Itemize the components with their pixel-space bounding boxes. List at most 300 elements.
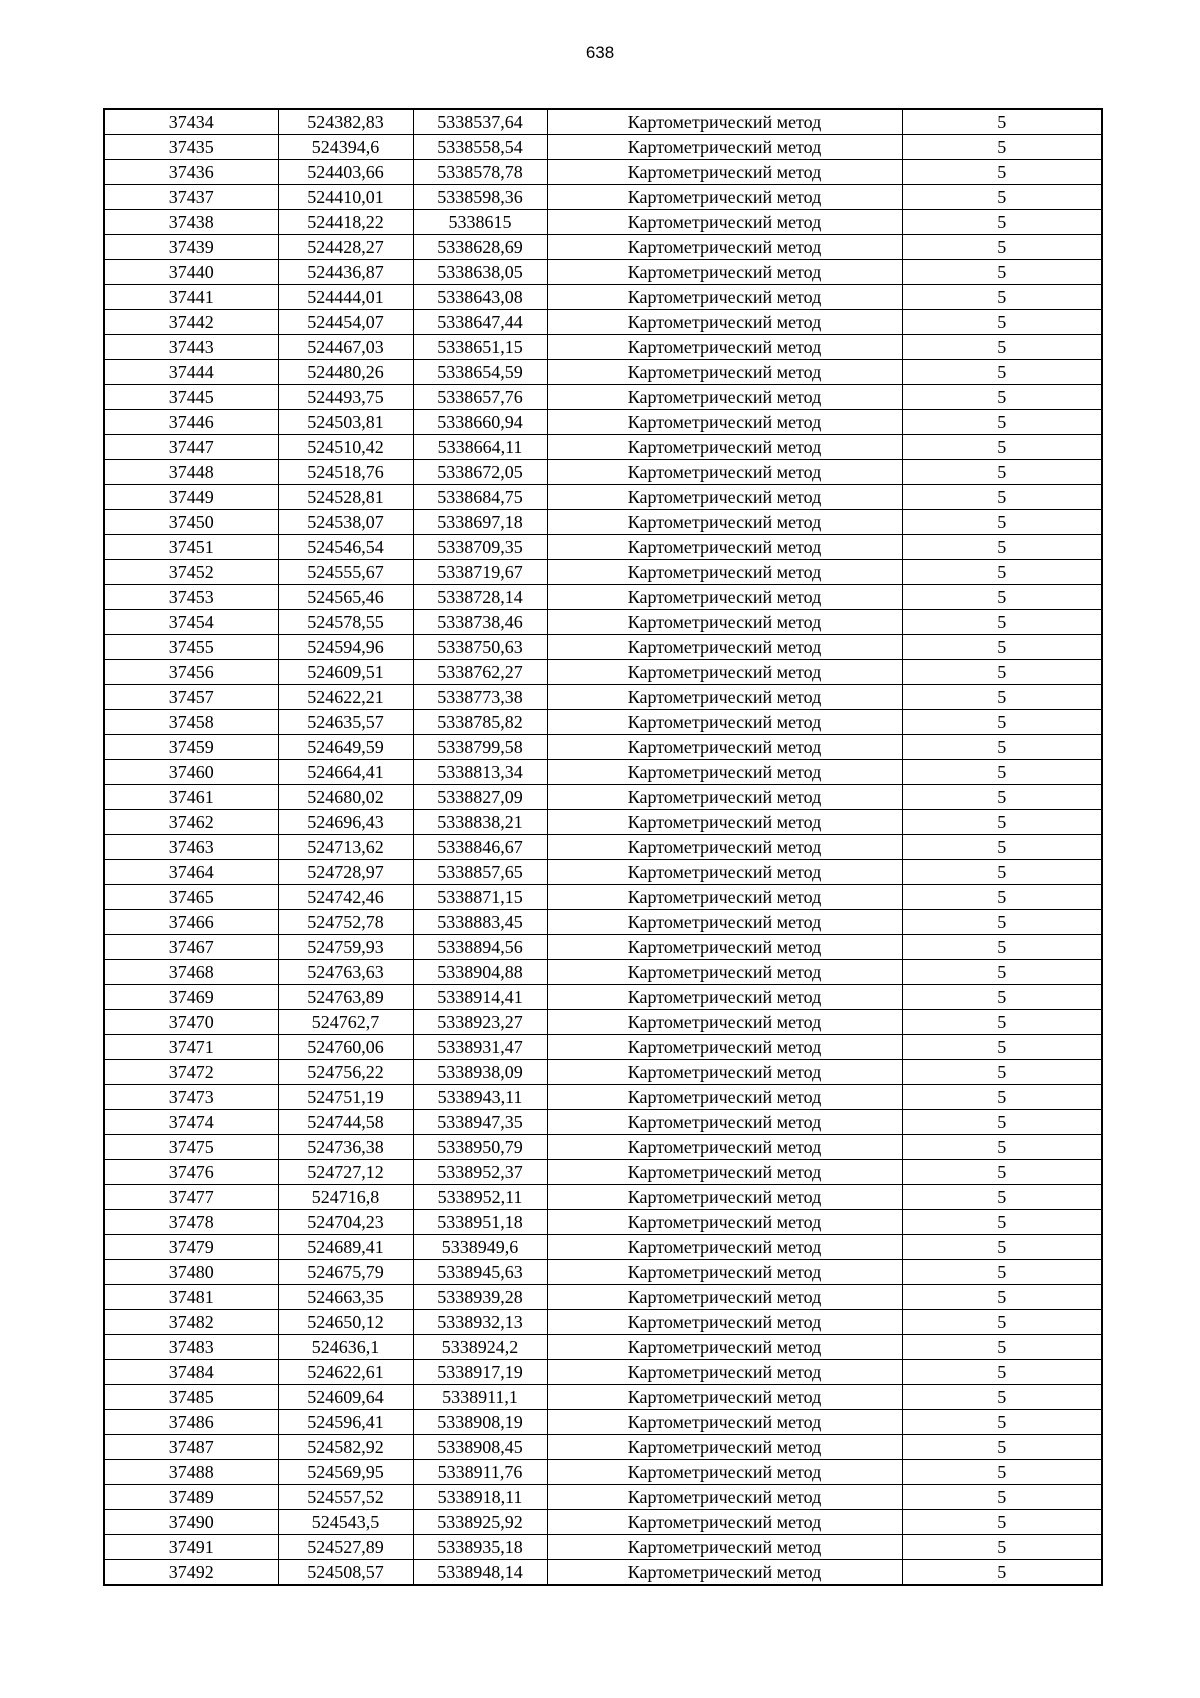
y-coordinate-cell: 5338578,78: [413, 160, 547, 185]
table-row: [104, 1135, 1102, 1160]
x-coordinate-cell: 524594,96: [278, 635, 413, 660]
table-row: [104, 135, 1102, 160]
point-number-cell: 37481: [104, 1285, 278, 1310]
y-coordinate-cell: 5338664,11: [413, 435, 547, 460]
table-row: [104, 1435, 1102, 1460]
y-coordinate-cell: 5338750,63: [413, 635, 547, 660]
accuracy-cell: 5: [902, 985, 1102, 1010]
method-cell: Картометрический метод: [547, 710, 902, 735]
accuracy-cell: 5: [902, 310, 1102, 335]
table-row: [104, 1460, 1102, 1485]
y-coordinate-cell: 5338923,27: [413, 1010, 547, 1035]
accuracy-cell: 5: [902, 860, 1102, 885]
table-row: [104, 360, 1102, 385]
y-coordinate-cell: 5338697,18: [413, 510, 547, 535]
method-cell: Картометрический метод: [547, 1185, 902, 1210]
accuracy-cell: 5: [902, 435, 1102, 460]
y-coordinate-cell: 5338883,45: [413, 910, 547, 935]
table-row: [104, 410, 1102, 435]
table-row: [104, 510, 1102, 535]
accuracy-cell: 5: [902, 1510, 1102, 1535]
method-cell: Картометрический метод: [547, 1010, 902, 1035]
point-number-cell: 37482: [104, 1310, 278, 1335]
x-coordinate-cell: 524582,92: [278, 1435, 413, 1460]
y-coordinate-cell: 5338939,28: [413, 1285, 547, 1310]
point-number-cell: 37469: [104, 985, 278, 1010]
y-coordinate-cell: 5338931,47: [413, 1035, 547, 1060]
point-number-cell: 37437: [104, 185, 278, 210]
table-row: [104, 385, 1102, 410]
y-coordinate-cell: 5338894,56: [413, 935, 547, 960]
y-coordinate-cell: 5338785,82: [413, 710, 547, 735]
table-row: [104, 1560, 1102, 1586]
method-cell: Картометрический метод: [547, 1235, 902, 1260]
x-coordinate-cell: 524609,51: [278, 660, 413, 685]
y-coordinate-cell: 5338904,88: [413, 960, 547, 985]
accuracy-cell: 5: [902, 210, 1102, 235]
y-coordinate-cell: 5338918,11: [413, 1485, 547, 1510]
point-number-cell: 37449: [104, 485, 278, 510]
method-cell: Картометрический метод: [547, 1260, 902, 1285]
method-cell: Картометрический метод: [547, 1035, 902, 1060]
y-coordinate-cell: 5338762,27: [413, 660, 547, 685]
table-row: [104, 1110, 1102, 1135]
point-number-cell: 37436: [104, 160, 278, 185]
method-cell: Картометрический метод: [547, 360, 902, 385]
accuracy-cell: 5: [902, 485, 1102, 510]
x-coordinate-cell: 524596,41: [278, 1410, 413, 1435]
point-number-cell: 37467: [104, 935, 278, 960]
y-coordinate-cell: 5338558,54: [413, 135, 547, 160]
accuracy-cell: 5: [902, 1035, 1102, 1060]
method-cell: Картометрический метод: [547, 385, 902, 410]
y-coordinate-cell: 5338813,34: [413, 760, 547, 785]
table-row: [104, 760, 1102, 785]
x-coordinate-cell: 524428,27: [278, 235, 413, 260]
accuracy-cell: 5: [902, 1085, 1102, 1110]
table-row: [104, 435, 1102, 460]
accuracy-cell: 5: [902, 1310, 1102, 1335]
x-coordinate-cell: 524756,22: [278, 1060, 413, 1085]
x-coordinate-cell: 524578,55: [278, 610, 413, 635]
method-cell: Картометрический метод: [547, 1460, 902, 1485]
y-coordinate-cell: 5338838,21: [413, 810, 547, 835]
x-coordinate-cell: 524538,07: [278, 510, 413, 535]
x-coordinate-cell: 524510,42: [278, 435, 413, 460]
y-coordinate-cell: 5338654,59: [413, 360, 547, 385]
x-coordinate-cell: 524696,43: [278, 810, 413, 835]
accuracy-cell: 5: [902, 135, 1102, 160]
x-coordinate-cell: 524635,57: [278, 710, 413, 735]
method-cell: Картометрический метод: [547, 135, 902, 160]
x-coordinate-cell: 524663,35: [278, 1285, 413, 1310]
method-cell: Картометрический метод: [547, 1210, 902, 1235]
point-number-cell: 37453: [104, 585, 278, 610]
table-row: [104, 485, 1102, 510]
method-cell: Картометрический метод: [547, 185, 902, 210]
point-number-cell: 37457: [104, 685, 278, 710]
point-number-cell: 37455: [104, 635, 278, 660]
accuracy-cell: 5: [902, 710, 1102, 735]
accuracy-cell: 5: [902, 260, 1102, 285]
method-cell: Картометрический метод: [547, 885, 902, 910]
y-coordinate-cell: 5338951,18: [413, 1210, 547, 1235]
x-coordinate-cell: 524760,06: [278, 1035, 413, 1060]
table-row: [104, 260, 1102, 285]
accuracy-cell: 5: [902, 1535, 1102, 1560]
point-number-cell: 37483: [104, 1335, 278, 1360]
y-coordinate-cell: 5338728,14: [413, 585, 547, 610]
table-row: [104, 185, 1102, 210]
y-coordinate-cell: 5338911,1: [413, 1385, 547, 1410]
point-number-cell: 37479: [104, 1235, 278, 1260]
y-coordinate-cell: 5338719,67: [413, 560, 547, 585]
accuracy-cell: 5: [902, 360, 1102, 385]
y-coordinate-cell: 5338684,75: [413, 485, 547, 510]
point-number-cell: 37471: [104, 1035, 278, 1060]
method-cell: Картометрический метод: [547, 1385, 902, 1410]
method-cell: Картометрический метод: [547, 910, 902, 935]
x-coordinate-cell: 524763,63: [278, 960, 413, 985]
method-cell: Картометрический метод: [547, 735, 902, 760]
accuracy-cell: 5: [902, 385, 1102, 410]
accuracy-cell: 5: [902, 610, 1102, 635]
point-number-cell: 37478: [104, 1210, 278, 1235]
x-coordinate-cell: 524742,46: [278, 885, 413, 910]
accuracy-cell: 5: [902, 285, 1102, 310]
method-cell: Картометрический метод: [547, 560, 902, 585]
accuracy-cell: 5: [902, 1060, 1102, 1085]
point-number-cell: 37447: [104, 435, 278, 460]
x-coordinate-cell: 524609,64: [278, 1385, 413, 1410]
x-coordinate-cell: 524752,78: [278, 910, 413, 935]
accuracy-cell: 5: [902, 1360, 1102, 1385]
point-number-cell: 37435: [104, 135, 278, 160]
point-number-cell: 37445: [104, 385, 278, 410]
y-coordinate-cell: 5338647,44: [413, 310, 547, 335]
accuracy-cell: 5: [902, 185, 1102, 210]
method-cell: Картометрический метод: [547, 109, 902, 135]
point-number-cell: 37477: [104, 1185, 278, 1210]
table-row: [104, 1360, 1102, 1385]
table-row: [104, 685, 1102, 710]
x-coordinate-cell: 524704,23: [278, 1210, 413, 1235]
x-coordinate-cell: 524675,79: [278, 1260, 413, 1285]
accuracy-cell: 5: [902, 460, 1102, 485]
accuracy-cell: 5: [902, 1410, 1102, 1435]
x-coordinate-cell: 524664,41: [278, 760, 413, 785]
accuracy-cell: 5: [902, 885, 1102, 910]
x-coordinate-cell: 524394,6: [278, 135, 413, 160]
method-cell: Картометрический метод: [547, 335, 902, 360]
method-cell: Картометрический метод: [547, 960, 902, 985]
accuracy-cell: 5: [902, 1110, 1102, 1135]
method-cell: Картометрический метод: [547, 1410, 902, 1435]
method-cell: Картометрический метод: [547, 860, 902, 885]
point-number-cell: 37438: [104, 210, 278, 235]
x-coordinate-cell: 524518,76: [278, 460, 413, 485]
accuracy-cell: 5: [902, 660, 1102, 685]
table-row: [104, 710, 1102, 735]
point-number-cell: 37463: [104, 835, 278, 860]
point-number-cell: 37444: [104, 360, 278, 385]
point-number-cell: 37470: [104, 1010, 278, 1035]
y-coordinate-cell: 5338738,46: [413, 610, 547, 635]
method-cell: Картометрический метод: [547, 535, 902, 560]
table-row: [104, 1210, 1102, 1235]
point-number-cell: 37454: [104, 610, 278, 635]
table-row: [104, 1510, 1102, 1535]
point-number-cell: 37475: [104, 1135, 278, 1160]
x-coordinate-cell: 524736,38: [278, 1135, 413, 1160]
point-number-cell: 37490: [104, 1510, 278, 1535]
point-number-cell: 37491: [104, 1535, 278, 1560]
method-cell: Картометрический метод: [547, 835, 902, 860]
point-number-cell: 37474: [104, 1110, 278, 1135]
accuracy-cell: 5: [902, 1235, 1102, 1260]
accuracy-cell: 5: [902, 1010, 1102, 1035]
accuracy-cell: 5: [902, 910, 1102, 935]
table-row: [104, 460, 1102, 485]
method-cell: Картометрический метод: [547, 1085, 902, 1110]
table-row: [104, 860, 1102, 885]
method-cell: Картометрический метод: [547, 635, 902, 660]
point-number-cell: 37460: [104, 760, 278, 785]
y-coordinate-cell: 5338657,76: [413, 385, 547, 410]
accuracy-cell: 5: [902, 160, 1102, 185]
table-row: [104, 885, 1102, 910]
y-coordinate-cell: 5338598,36: [413, 185, 547, 210]
x-coordinate-cell: 524728,97: [278, 860, 413, 885]
method-cell: Картометрический метод: [547, 1310, 902, 1335]
method-cell: Картометрический метод: [547, 660, 902, 685]
method-cell: Картометрический метод: [547, 460, 902, 485]
x-coordinate-cell: 524508,57: [278, 1560, 413, 1586]
method-cell: Картометрический метод: [547, 260, 902, 285]
x-coordinate-cell: 524503,81: [278, 410, 413, 435]
method-cell: Картометрический метод: [547, 610, 902, 635]
point-number-cell: 37458: [104, 710, 278, 735]
method-cell: Картометрический метод: [547, 1360, 902, 1385]
point-number-cell: 37487: [104, 1435, 278, 1460]
y-coordinate-cell: 5338908,45: [413, 1435, 547, 1460]
y-coordinate-cell: 5338857,65: [413, 860, 547, 885]
table-row: [104, 960, 1102, 985]
table-row: [104, 310, 1102, 335]
accuracy-cell: 5: [902, 1160, 1102, 1185]
point-number-cell: 37434: [104, 109, 278, 135]
accuracy-cell: 5: [902, 1435, 1102, 1460]
accuracy-cell: 5: [902, 1260, 1102, 1285]
y-coordinate-cell: 5338952,37: [413, 1160, 547, 1185]
accuracy-cell: 5: [902, 1285, 1102, 1310]
y-coordinate-cell: 5338537,64: [413, 109, 547, 135]
table-row: [104, 560, 1102, 585]
x-coordinate-cell: 524569,95: [278, 1460, 413, 1485]
point-number-cell: 37452: [104, 560, 278, 585]
x-coordinate-cell: 524557,52: [278, 1485, 413, 1510]
table-row: [104, 285, 1102, 310]
x-coordinate-cell: 524713,62: [278, 835, 413, 860]
x-coordinate-cell: 524480,26: [278, 360, 413, 385]
y-coordinate-cell: 5338950,79: [413, 1135, 547, 1160]
table-row: [104, 1335, 1102, 1360]
y-coordinate-cell: 5338846,67: [413, 835, 547, 860]
method-cell: Картометрический метод: [547, 1110, 902, 1135]
y-coordinate-cell: 5338651,15: [413, 335, 547, 360]
y-coordinate-cell: 5338945,63: [413, 1260, 547, 1285]
accuracy-cell: 5: [902, 560, 1102, 585]
table-row: [104, 1260, 1102, 1285]
y-coordinate-cell: 5338924,2: [413, 1335, 547, 1360]
table-row: [104, 1160, 1102, 1185]
method-cell: Картометрический метод: [547, 1335, 902, 1360]
method-cell: Картометрический метод: [547, 1135, 902, 1160]
table-row: [104, 160, 1102, 185]
point-number-cell: 37488: [104, 1460, 278, 1485]
y-coordinate-cell: 5338672,05: [413, 460, 547, 485]
x-coordinate-cell: 524410,01: [278, 185, 413, 210]
x-coordinate-cell: 524650,12: [278, 1310, 413, 1335]
point-number-cell: 37472: [104, 1060, 278, 1085]
method-cell: Картометрический метод: [547, 210, 902, 235]
table-row: [104, 660, 1102, 685]
x-coordinate-cell: 524436,87: [278, 260, 413, 285]
y-coordinate-cell: 5338947,35: [413, 1110, 547, 1135]
method-cell: Картометрический метод: [547, 585, 902, 610]
table-row: [104, 610, 1102, 635]
y-coordinate-cell: 5338911,76: [413, 1460, 547, 1485]
point-number-cell: 37456: [104, 660, 278, 685]
accuracy-cell: 5: [902, 635, 1102, 660]
point-number-cell: 37473: [104, 1085, 278, 1110]
accuracy-cell: 5: [902, 510, 1102, 535]
point-number-cell: 37461: [104, 785, 278, 810]
x-coordinate-cell: 524751,19: [278, 1085, 413, 1110]
accuracy-cell: 5: [902, 235, 1102, 260]
accuracy-cell: 5: [902, 685, 1102, 710]
y-coordinate-cell: 5338925,92: [413, 1510, 547, 1535]
x-coordinate-cell: 524762,7: [278, 1010, 413, 1035]
y-coordinate-cell: 5338917,19: [413, 1360, 547, 1385]
method-cell: Картометрический метод: [547, 785, 902, 810]
accuracy-cell: 5: [902, 1135, 1102, 1160]
table-row: [104, 1185, 1102, 1210]
x-coordinate-cell: 524689,41: [278, 1235, 413, 1260]
table-row: [104, 235, 1102, 260]
method-cell: Картометрический метод: [547, 810, 902, 835]
table-row: [104, 1285, 1102, 1310]
table-row: [104, 1485, 1102, 1510]
x-coordinate-cell: 524418,22: [278, 210, 413, 235]
method-cell: Картометрический метод: [547, 285, 902, 310]
point-number-cell: 37468: [104, 960, 278, 985]
x-coordinate-cell: 524727,12: [278, 1160, 413, 1185]
point-number-cell: 37440: [104, 260, 278, 285]
accuracy-cell: 5: [902, 109, 1102, 135]
x-coordinate-cell: 524444,01: [278, 285, 413, 310]
table-row: [104, 1035, 1102, 1060]
table-row: [104, 1410, 1102, 1435]
accuracy-cell: 5: [902, 760, 1102, 785]
y-coordinate-cell: 5338952,11: [413, 1185, 547, 1210]
x-coordinate-cell: 524680,02: [278, 785, 413, 810]
table-row: [104, 1385, 1102, 1410]
table-row: [104, 1535, 1102, 1560]
table-row: [104, 785, 1102, 810]
y-coordinate-cell: 5338914,41: [413, 985, 547, 1010]
table-row: [104, 810, 1102, 835]
table-row: [104, 535, 1102, 560]
y-coordinate-cell: 5338943,11: [413, 1085, 547, 1110]
accuracy-cell: 5: [902, 335, 1102, 360]
y-coordinate-cell: 5338799,58: [413, 735, 547, 760]
y-coordinate-cell: 5338628,69: [413, 235, 547, 260]
accuracy-cell: 5: [902, 785, 1102, 810]
y-coordinate-cell: 5338908,19: [413, 1410, 547, 1435]
y-coordinate-cell: 5338660,94: [413, 410, 547, 435]
x-coordinate-cell: 524759,93: [278, 935, 413, 960]
table-row: [104, 635, 1102, 660]
x-coordinate-cell: 524763,89: [278, 985, 413, 1010]
accuracy-cell: 5: [902, 1185, 1102, 1210]
point-number-cell: 37441: [104, 285, 278, 310]
method-cell: Картометрический метод: [547, 760, 902, 785]
point-number-cell: 37484: [104, 1360, 278, 1385]
accuracy-cell: 5: [902, 835, 1102, 860]
point-number-cell: 37451: [104, 535, 278, 560]
method-cell: Картометрический метод: [547, 1160, 902, 1185]
point-number-cell: 37466: [104, 910, 278, 935]
method-cell: Картометрический метод: [547, 510, 902, 535]
method-cell: Картометрический метод: [547, 1560, 902, 1586]
accuracy-cell: 5: [902, 1560, 1102, 1586]
x-coordinate-cell: 524555,67: [278, 560, 413, 585]
table-row: [104, 585, 1102, 610]
method-cell: Картометрический метод: [547, 410, 902, 435]
y-coordinate-cell: 5338871,15: [413, 885, 547, 910]
x-coordinate-cell: 524636,1: [278, 1335, 413, 1360]
y-coordinate-cell: 5338938,09: [413, 1060, 547, 1085]
table-row: [104, 1235, 1102, 1260]
method-cell: Картометрический метод: [547, 1285, 902, 1310]
point-number-cell: 37448: [104, 460, 278, 485]
page-number: 638: [585, 43, 615, 62]
x-coordinate-cell: 524403,66: [278, 160, 413, 185]
table-row: [104, 210, 1102, 235]
table-row: [104, 1010, 1102, 1035]
y-coordinate-cell: 5338949,6: [413, 1235, 547, 1260]
x-coordinate-cell: 524565,46: [278, 585, 413, 610]
x-coordinate-cell: 524467,03: [278, 335, 413, 360]
accuracy-cell: 5: [902, 1385, 1102, 1410]
table-row: [104, 735, 1102, 760]
point-number-cell: 37462: [104, 810, 278, 835]
accuracy-cell: 5: [902, 735, 1102, 760]
y-coordinate-cell: 5338773,38: [413, 685, 547, 710]
method-cell: Картометрический метод: [547, 310, 902, 335]
method-cell: Картометрический метод: [547, 1535, 902, 1560]
x-coordinate-cell: 524622,21: [278, 685, 413, 710]
point-number-cell: 37442: [104, 310, 278, 335]
point-number-cell: 37476: [104, 1160, 278, 1185]
accuracy-cell: 5: [902, 585, 1102, 610]
point-number-cell: 37439: [104, 235, 278, 260]
x-coordinate-cell: 524454,07: [278, 310, 413, 335]
accuracy-cell: 5: [902, 1460, 1102, 1485]
x-coordinate-cell: 524543,5: [278, 1510, 413, 1535]
method-cell: Картометрический метод: [547, 1060, 902, 1085]
